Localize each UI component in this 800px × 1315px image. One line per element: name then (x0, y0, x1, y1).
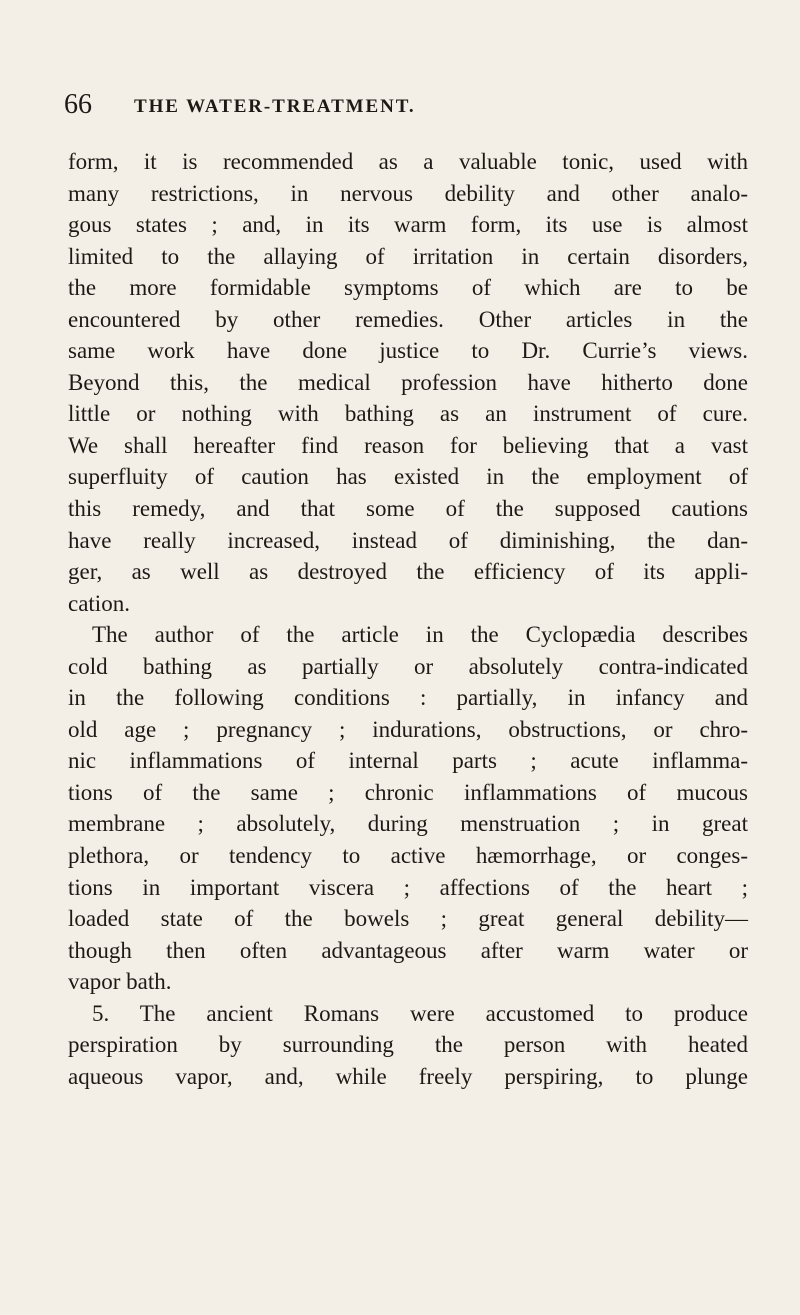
text-line: have really increased, instead of diminishing, the dan- (68, 527, 748, 553)
text-line: cold bathing as partially or absolutely contra-indicated (68, 653, 748, 679)
text-line: gous states ; and, in its warm form, its use is almost (68, 212, 748, 238)
text-line: though then often advantageous after warm water or (68, 937, 748, 963)
text-line: this remedy, and that some of the supposed cautions (68, 496, 748, 522)
text-line: tions of the same ; chronic inflammations of mucous (68, 779, 748, 805)
text-line: cation. (68, 590, 130, 616)
text-line: same work have done justice to Dr. Currie’s views. (68, 338, 748, 364)
text-line: superfluity of caution has existed in the employment of (68, 464, 748, 490)
text-line: old age ; pregnancy ; indurations, obstructions, or chro- (68, 716, 748, 742)
text-line: loaded state of the bowels ; great general debility— (68, 906, 748, 932)
text-line: many restrictions, in nervous debility and other analo- (68, 180, 748, 206)
text-line: We shall hereafter find reason for believing that a vast (68, 432, 748, 458)
text-line: tions in important viscera ; affections of the heart ; (68, 874, 748, 900)
text-line: limited to the allaying of irritation in certain disorders, (68, 243, 748, 269)
text-line: perspiration by surrounding the person with heated (68, 1032, 748, 1058)
page-number: 66 (64, 89, 92, 120)
text-line: plethora, or tendency to active hæmorrhage, or conges- (68, 843, 748, 869)
text-line: 5. The ancient Romans were accustomed to produce (92, 1000, 748, 1026)
text-line: form, it is recommended as a valuable tonic, used with (68, 149, 748, 174)
text-line: the more formidable symptoms of which are to be (68, 275, 748, 301)
text-line: encountered by other remedies. Other articles in the (68, 306, 748, 332)
text-line: The author of the article in the Cyclopædia describes (92, 622, 748, 648)
text-line: nic inflammations of internal parts ; acute inflamma- (68, 748, 748, 774)
text-line: Beyond this, the medical profession have hitherto done (68, 369, 748, 395)
text-line: aqueous vapor, and, while freely perspiring, to plunge (68, 1063, 748, 1089)
running-title: THE WATER-TREATMENT. (134, 96, 416, 117)
page-header (64, 88, 754, 128)
body-text (68, 146, 748, 1092)
text-line: ger, as well as destroyed the efficiency of its appli- (68, 559, 748, 585)
text-line: in the following conditions : partially, in infancy and (68, 685, 748, 711)
text-line: vapor bath. (68, 969, 172, 995)
text-line: little or nothing with bathing as an instrument of cure. (68, 401, 748, 427)
text-line: membrane ; absolutely, during menstruation ; in great (68, 811, 748, 837)
